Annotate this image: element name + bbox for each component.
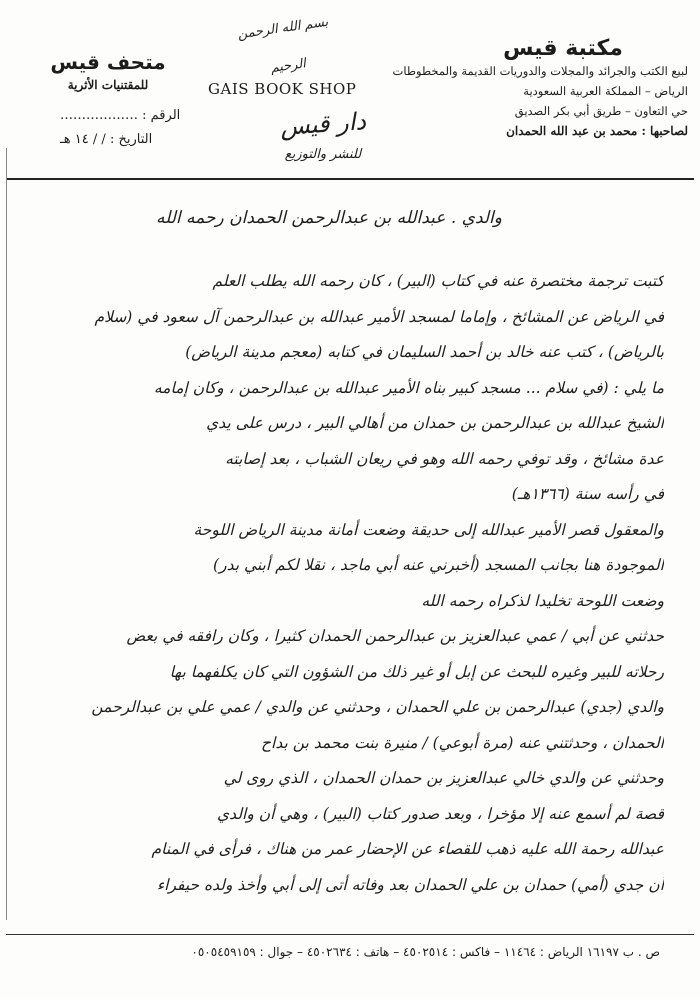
letter-line: في رأسه سنة (١٣٦٦هـ) [511,485,664,503]
letter-line: رحلاته للبير وغيره للبحث عن إبل أو غير ذلك من الشؤون التي كان يكلفهما بها [169,662,664,681]
letter-line: والمعقول قصر الأمير عبدالله إلى حديقة وضعت أمانة مدينة الرياض اللوحة [193,520,664,539]
shop-header [388,36,688,141]
date-label: التاريخ : [109,132,153,147]
letter-line: وضعت اللوحة تخليدا لذكراه رحمه الله [421,591,664,610]
number-field [60,108,180,123]
letter-body [34,264,664,903]
number-value: ……………… [60,108,138,123]
letter-line: الحمدان ، وحدثتني عنه (مرة أبوعي) / منيرة بنت محمد بن بداح [261,733,664,752]
letter-line: قصة لم أسمع عنه إلا مؤخرا ، وبعد صدور كتاب (البير) ، وهي أن والدي [217,804,664,823]
date-field [60,132,152,147]
shop-city: الرياض – المملكة العربية السعودية [523,84,688,98]
letter-line: الموجودة هنا بجانب المسجد (أخبرني عنه أبي ماجد ، نقلا لكم أبني بدر) [213,556,664,574]
letter-line: حدثني عن أبي / عمي عبدالعزيز بن عبدالرحمن الحمدان كثيرا ، وكان رافقه في بعض [126,627,664,645]
header-divider [6,178,694,180]
museum-header [18,50,198,92]
letter-line: وحدثني عن والدي خالي عبدالعزيز بن حمدان الحمدان ، الذي روى لي [223,769,664,787]
shop-description: لبيع الكتب والجرائد والمجلات والدوريات القديمة والمخطوطات [392,64,688,78]
letter-line: والدي (جدي) عبدالرحمن بن علي الحمدان ، وحدثني عن والدي / عمي علي بن عبدالرحمن [91,698,664,716]
letter-line: عدة مشائخ ، وقد توفي رحمه الله وهو في ريعان الشباب ، بعد إصابته [225,449,664,468]
handwritten-letter [34,208,664,903]
letter-line: في الرياض عن المشائخ ، وإماما لمسجد الأمير عبدالله بن عبدالرحمن آل سعود في (سلام [94,307,664,326]
shop-owner: لصاحبها : محمد بن عبد الله الحمدان [506,124,688,138]
stamp-subtitle: للنشر والتوزيع [284,147,362,162]
shop-district: حي التعاون – طريق أبي بكر الصديق [514,104,688,118]
shop-english-name: GAIS BOOK SHOP [208,80,357,98]
museum-subtitle: للمقتنيات الأثرية [67,78,149,92]
letter-line: ما يلي : (في سلام ... مسجد كبير بناه الأمير عبدالله بن عبدالرحمن ، وكان إمامه [153,378,664,397]
contact-footer: ص . ب ١٦١٩٧ الرياض : ١١٤٦٤ – فاكس : ٤٥٠٢٥١٤ – هاتف : ٤٥٠٢٦٣٤ – جوال : ٠٥٠٥٤٥٩١٥٩ [191,945,660,959]
letter-line: كتبت ترجمة مختصرة عنه في كتاب (البير) ، كان رحمه الله يطلب العلم [212,272,664,290]
letter-salutation: والدي . عبدالله بن عبدالرحمن الحمدان رحمه الله [156,208,502,228]
letter-line: عبدالله رحمة الله عليه ذهب للقصاء عن الإحضار عمر من هناك ، فرأى في المنام [151,840,664,858]
footer-divider [6,934,694,935]
letter-line: بالرياض) ، كتب عنه خالد بن أحمد السليمان في كتابه (معجم مدينة الرياض) [185,343,664,361]
museum-name: متحف قيس [50,50,166,74]
margin-line [6,148,7,920]
letter-line: أن جدي (أمي) حمدان بن علي الحمدان بعد وفاته أتى إلى أبي وأخذ ولده حيفراء [156,875,664,894]
publisher-stamp [248,108,398,178]
number-label: الرقم : [142,108,181,123]
stamp-title: دار قيس [279,107,367,141]
date-value: / / ١٤ هـ [60,132,106,147]
letter-line: الشيخ عبدالله بن عبدالرحمن بن حمدان من أهالي البير ، درس على يدي [206,414,664,432]
basmala-calligraphy: بسم الله الرحمن الرحيم [236,14,330,77]
shop-name: مكتبة قيس [503,36,623,61]
